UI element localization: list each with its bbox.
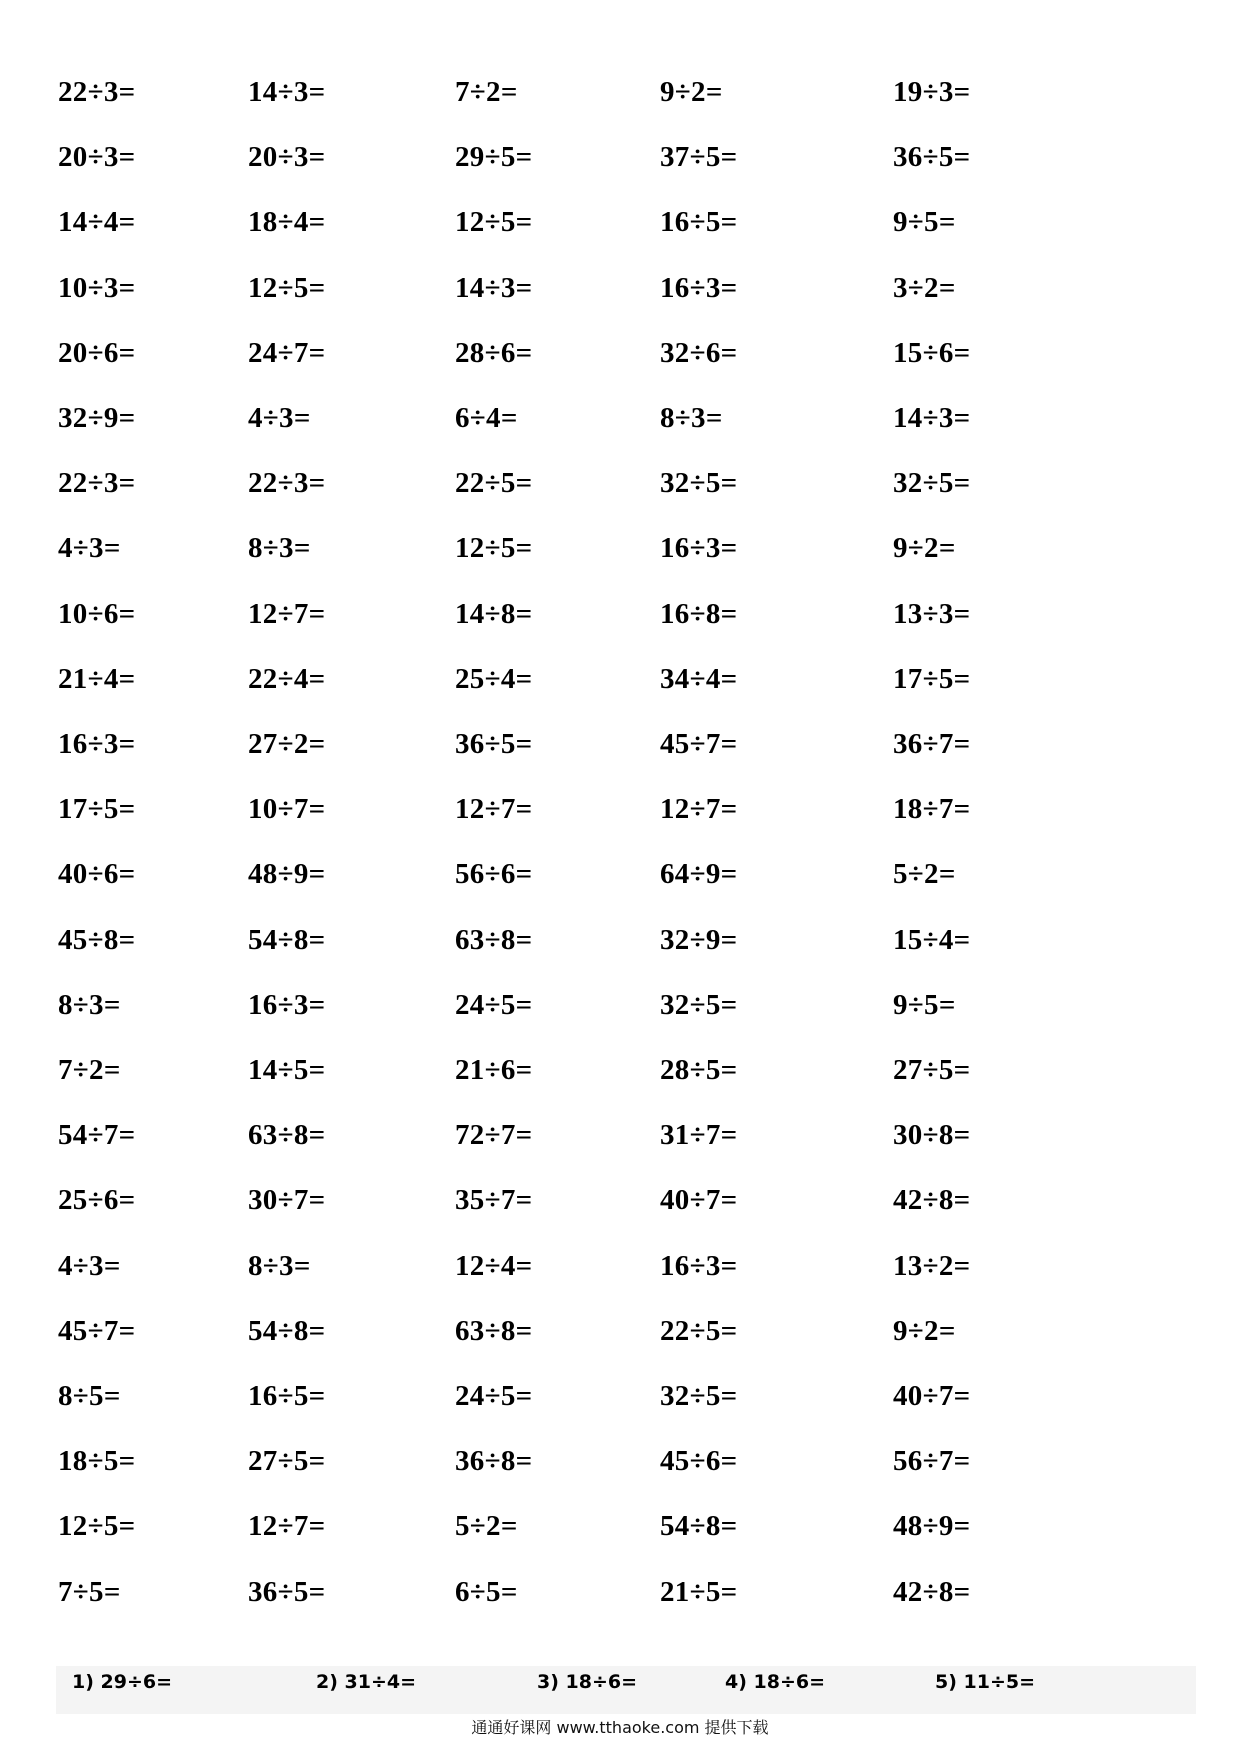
division-problem: 7÷2=	[58, 1054, 121, 1086]
division-problem: 12÷5=	[455, 206, 533, 238]
division-problem: 12÷7=	[660, 793, 738, 825]
division-problem: 36÷7=	[893, 728, 971, 760]
division-problem: 4÷3=	[58, 532, 121, 564]
division-problem: 36÷5=	[248, 1576, 326, 1608]
division-problem: 20÷6=	[58, 337, 136, 369]
division-problem: 7÷2=	[455, 76, 518, 108]
division-problem: 16÷5=	[248, 1380, 326, 1412]
division-problem: 14÷8=	[455, 598, 533, 630]
footer-credit: 通通好课网 www.tthaoke.com 提供下载	[471, 1718, 769, 1737]
division-problem: 14÷3=	[248, 76, 326, 108]
division-problem: 20÷3=	[58, 141, 136, 173]
bottom-problem: 4) 18÷6=	[725, 1671, 826, 1693]
division-problem: 63÷8=	[248, 1119, 326, 1151]
division-problem: 32÷9=	[58, 402, 136, 434]
division-problem: 7÷5=	[58, 1576, 121, 1608]
division-problem: 12÷5=	[455, 532, 533, 564]
division-problem: 12÷7=	[248, 1510, 326, 1542]
division-problem: 13÷2=	[893, 1250, 971, 1282]
division-problem: 22÷4=	[248, 663, 326, 695]
division-problem: 18÷7=	[893, 793, 971, 825]
division-problem: 12÷5=	[248, 272, 326, 304]
division-problem: 15÷6=	[893, 337, 971, 369]
division-problem: 54÷8=	[660, 1510, 738, 1542]
division-problem: 29÷5=	[455, 141, 533, 173]
division-problem: 12÷7=	[455, 793, 533, 825]
division-problem: 10÷3=	[58, 272, 136, 304]
division-problem: 21÷6=	[455, 1054, 533, 1086]
division-problem: 45÷8=	[58, 924, 136, 956]
division-problem: 9÷2=	[660, 76, 723, 108]
division-problem: 10÷7=	[248, 793, 326, 825]
division-problem: 32÷5=	[660, 989, 738, 1021]
division-problem: 36÷5=	[893, 141, 971, 173]
division-problem: 22÷3=	[58, 76, 136, 108]
division-problem: 72÷7=	[455, 1119, 533, 1151]
division-problem: 8÷3=	[660, 402, 723, 434]
division-problem: 40÷7=	[660, 1184, 738, 1216]
division-problem: 56÷6=	[455, 858, 533, 890]
division-problem: 22÷5=	[455, 467, 533, 499]
division-problem: 22÷3=	[248, 467, 326, 499]
division-problem: 13÷3=	[893, 598, 971, 630]
division-problem: 8÷3=	[248, 532, 311, 564]
division-problem: 40÷6=	[58, 858, 136, 890]
division-problem: 22÷5=	[660, 1315, 738, 1347]
bottom-problem: 1) 29÷6=	[72, 1671, 173, 1693]
division-problem: 24÷5=	[455, 989, 533, 1021]
division-problem: 45÷6=	[660, 1445, 738, 1477]
division-problem: 20÷3=	[248, 141, 326, 173]
division-problem: 8÷3=	[58, 989, 121, 1021]
division-problem: 35÷7=	[455, 1184, 533, 1216]
division-problem: 32÷5=	[660, 467, 738, 499]
division-problem: 9÷2=	[893, 1315, 956, 1347]
division-problem: 14÷4=	[58, 206, 136, 238]
division-problem: 36÷5=	[455, 728, 533, 760]
division-problem: 18÷4=	[248, 206, 326, 238]
division-problem: 32÷6=	[660, 337, 738, 369]
division-problem: 64÷9=	[660, 858, 738, 890]
division-problem: 18÷5=	[58, 1445, 136, 1477]
division-problem: 6÷4=	[455, 402, 518, 434]
division-problem: 6÷5=	[455, 1576, 518, 1608]
division-problem: 12÷4=	[455, 1250, 533, 1282]
division-problem: 32÷5=	[893, 467, 971, 499]
division-problem: 21÷5=	[660, 1576, 738, 1608]
division-problem: 9÷2=	[893, 532, 956, 564]
division-problem: 54÷8=	[248, 924, 326, 956]
division-problem: 54÷8=	[248, 1315, 326, 1347]
division-problem: 3÷2=	[893, 272, 956, 304]
division-problem: 32÷5=	[660, 1380, 738, 1412]
bottom-problem: 2) 31÷4=	[316, 1671, 417, 1693]
division-problem: 40÷7=	[893, 1380, 971, 1412]
division-problem: 22÷3=	[58, 467, 136, 499]
division-problem: 16÷3=	[248, 989, 326, 1021]
division-problem: 25÷6=	[58, 1184, 136, 1216]
division-problem: 45÷7=	[660, 728, 738, 760]
division-problem: 63÷8=	[455, 1315, 533, 1347]
division-problem: 27÷2=	[248, 728, 326, 760]
division-problem: 17÷5=	[893, 663, 971, 695]
division-problem: 16÷3=	[58, 728, 136, 760]
division-problem: 4÷3=	[58, 1250, 121, 1282]
division-problem: 12÷7=	[248, 598, 326, 630]
division-problem: 4÷3=	[248, 402, 311, 434]
division-problem: 15÷4=	[893, 924, 971, 956]
bottom-problem: 5) 11÷5=	[935, 1671, 1036, 1693]
division-problem: 17÷5=	[58, 793, 136, 825]
division-problem: 36÷8=	[455, 1445, 533, 1477]
division-problem: 48÷9=	[893, 1510, 971, 1542]
division-problem: 34÷4=	[660, 663, 738, 695]
division-problem: 16÷3=	[660, 1250, 738, 1282]
division-problem: 32÷9=	[660, 924, 738, 956]
division-problem: 19÷3=	[893, 76, 971, 108]
division-problem: 14÷5=	[248, 1054, 326, 1086]
division-problem: 63÷8=	[455, 924, 533, 956]
division-problem: 9÷5=	[893, 206, 956, 238]
division-problem: 31÷7=	[660, 1119, 738, 1151]
division-problem: 28÷5=	[660, 1054, 738, 1086]
division-problem: 8÷5=	[58, 1380, 121, 1412]
division-problem: 30÷7=	[248, 1184, 326, 1216]
division-problem: 37÷5=	[660, 141, 738, 173]
division-problem: 28÷6=	[455, 337, 533, 369]
division-problem: 9÷5=	[893, 989, 956, 1021]
division-problem: 14÷3=	[893, 402, 971, 434]
division-problem: 27÷5=	[893, 1054, 971, 1086]
division-problem: 45÷7=	[58, 1315, 136, 1347]
division-problem: 16÷3=	[660, 272, 738, 304]
division-problem: 5÷2=	[455, 1510, 518, 1542]
division-problem: 30÷8=	[893, 1119, 971, 1151]
division-problem: 42÷8=	[893, 1576, 971, 1608]
division-problem: 16÷8=	[660, 598, 738, 630]
division-problem: 5÷2=	[893, 858, 956, 890]
division-problem: 48÷9=	[248, 858, 326, 890]
division-problem: 27÷5=	[248, 1445, 326, 1477]
division-problem: 16÷3=	[660, 532, 738, 564]
division-problem: 54÷7=	[58, 1119, 136, 1151]
division-problem: 12÷5=	[58, 1510, 136, 1542]
division-problem: 14÷3=	[455, 272, 533, 304]
division-problem: 24÷5=	[455, 1380, 533, 1412]
division-problem: 42÷8=	[893, 1184, 971, 1216]
division-problem: 8÷3=	[248, 1250, 311, 1282]
bottom-problem: 3) 18÷6=	[537, 1671, 638, 1693]
division-problem: 24÷7=	[248, 337, 326, 369]
division-problem: 10÷6=	[58, 598, 136, 630]
division-problem: 56÷7=	[893, 1445, 971, 1477]
division-problem: 16÷5=	[660, 206, 738, 238]
division-problem: 25÷4=	[455, 663, 533, 695]
division-problem: 21÷4=	[58, 663, 136, 695]
